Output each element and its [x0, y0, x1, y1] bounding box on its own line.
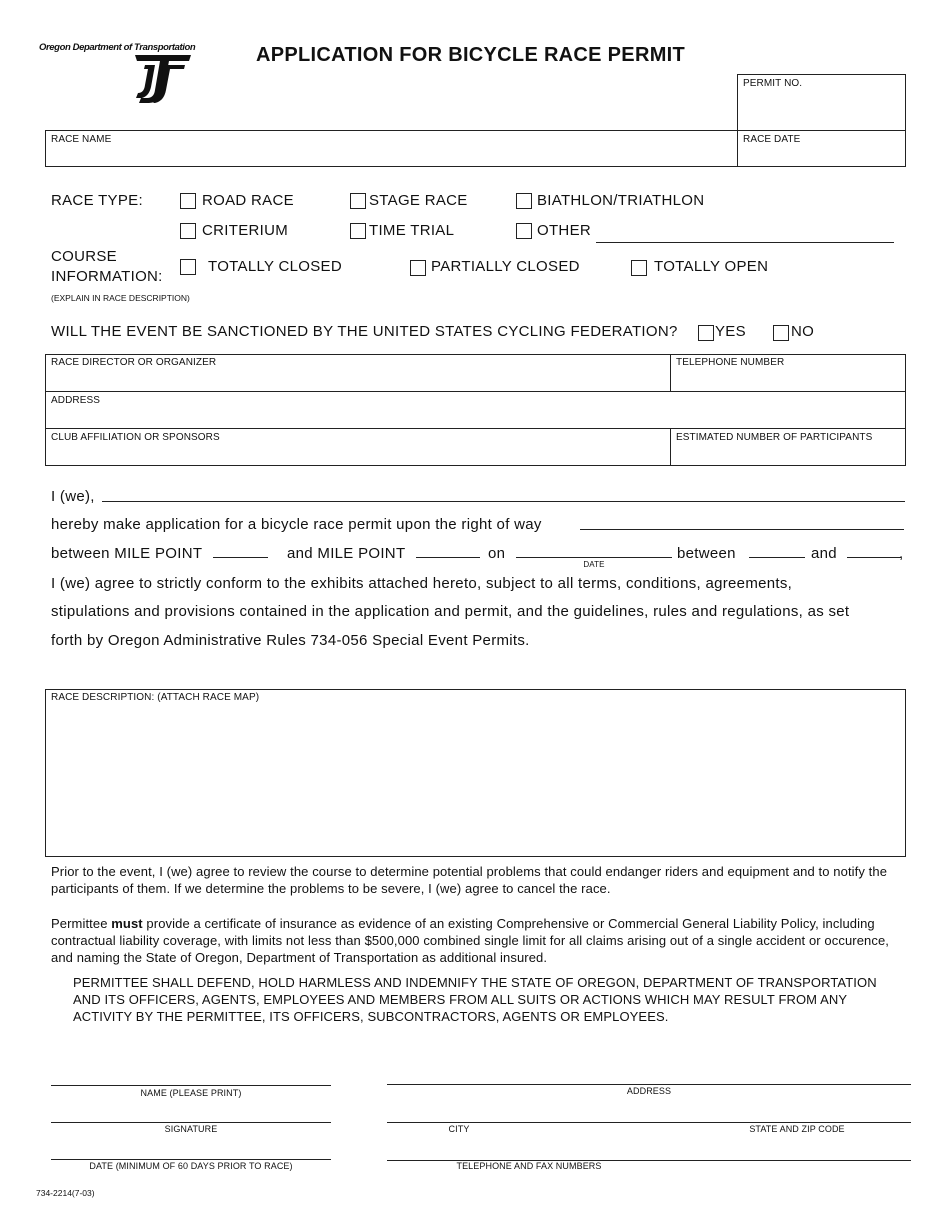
phone-fax-caption: TELEPHONE AND FAX NUMBERS: [456, 1161, 602, 1171]
and-label: and: [811, 545, 837, 562]
address-caption: ADDRESS: [626, 1086, 672, 1096]
sanction-yes-label: YES: [715, 323, 746, 340]
organizer-divider-1: [45, 391, 906, 392]
sanction-no-label: NO: [791, 323, 815, 340]
date-line[interactable]: [516, 557, 672, 558]
right-of-way-line[interactable]: [580, 529, 904, 530]
agreement-line-1: I (we) agree to strictly conform to the exhibits attached hereto, subject to all terms, conditions, agreements,: [51, 575, 793, 592]
prior-to-event-text: Prior to the event, I (we) agree to review the course to determine potential problems that could endanger riders and equipment and to notify the participants of them. If we determine the problems to be severe, I (we) agree to cancel the race.: [51, 864, 888, 896]
partially-closed-checkbox[interactable]: [410, 260, 426, 276]
course-note: (EXPLAIN IN RACE DESCRIPTION): [51, 293, 190, 303]
race-name-field[interactable]: [45, 130, 738, 167]
other-input-line[interactable]: [596, 242, 894, 243]
agreement-line-2: stipulations and provisions contained in the application and permit, and the guidelines, rules and regulations, as set: [51, 603, 850, 620]
time-trial-checkbox[interactable]: [350, 223, 366, 239]
club-field-label[interactable]: CLUB AFFILIATION OR SPONSORS: [51, 432, 220, 443]
partially-closed-label: PARTIALLY CLOSED: [431, 258, 580, 275]
mile-point-start-line[interactable]: [213, 557, 268, 558]
agreement-line-3: forth by Oregon Administrative Rules 734-056 Special Event Permits.: [51, 632, 530, 649]
telephone-field-label[interactable]: TELEPHONE NUMBER: [676, 357, 785, 368]
organizer-vdivider-2: [670, 428, 671, 466]
stage-race-label: STAGE RACE: [369, 192, 468, 209]
on-label: on: [488, 545, 506, 562]
permit-no-label: PERMIT NO.: [743, 78, 803, 89]
organizer-table: [45, 354, 906, 466]
name-signature-line[interactable]: [51, 1085, 331, 1086]
sanction-yes-checkbox[interactable]: [698, 325, 714, 341]
odot-logo-icon: [133, 52, 193, 106]
and-mile-point-label: and MILE POINT: [287, 545, 406, 562]
stage-race-checkbox[interactable]: [350, 193, 366, 209]
city-state-zip-line[interactable]: [387, 1122, 911, 1123]
insurance-text-post: provide a certificate of insurance as evidence of an existing Comprehensive or Commercial General Liability Policy, including contractual liability coverage, with limits not less than $500,000 combined single limit for all claims arising out of a single accident or occurence, and naming the State of Oregon, Department of Transportation as additional insured.: [51, 916, 890, 965]
other-label: OTHER: [537, 222, 591, 239]
criterium-label: CRITERIUM: [202, 222, 289, 239]
hereby-text: hereby make application for a bicycle race permit upon the right of way: [51, 516, 542, 533]
road-race-checkbox[interactable]: [180, 193, 196, 209]
state-zip-caption: STATE AND ZIP CODE: [749, 1124, 845, 1134]
date-signature-caption: DATE (MINIMUM OF 60 DAYS PRIOR TO RACE): [89, 1161, 293, 1171]
organizer-divider-2: [45, 428, 906, 429]
insurance-text-pre: Permittee: [51, 916, 112, 931]
criterium-checkbox[interactable]: [180, 223, 196, 239]
between-label: between: [677, 545, 736, 562]
course-label-line1: COURSE: [51, 248, 117, 265]
signature-line[interactable]: [51, 1122, 331, 1123]
totally-open-label: TOTALLY OPEN: [654, 258, 769, 275]
address-field-label[interactable]: ADDRESS: [51, 395, 101, 406]
director-field-label[interactable]: RACE DIRECTOR OR ORGANIZER: [51, 357, 217, 368]
date-signature-line[interactable]: [51, 1159, 331, 1160]
mile-point-end-line[interactable]: [416, 557, 480, 558]
between-mile-point-label: between MILE POINT: [51, 545, 203, 562]
biathlon-triathlon-checkbox[interactable]: [516, 193, 532, 209]
form-number: 734-2214(7-03): [36, 1188, 95, 1198]
race-date-field[interactable]: [737, 130, 906, 167]
biathlon-triathlon-label: BIATHLON/TRIATHLON: [537, 192, 705, 209]
insurance-text-must: must: [111, 916, 143, 931]
other-checkbox[interactable]: [516, 223, 532, 239]
totally-closed-label: TOTALLY CLOSED: [208, 258, 342, 275]
i-we-label: I (we),: [51, 488, 95, 505]
totally-open-checkbox[interactable]: [631, 260, 647, 276]
time-end-line[interactable]: [847, 557, 901, 558]
sanction-question: WILL THE EVENT BE SANCTIONED BY THE UNITED STATES CYCLING FEDERATION?: [51, 323, 678, 340]
city-caption: CITY: [448, 1124, 470, 1134]
applicant-name-line[interactable]: [102, 501, 905, 502]
signature-caption: SIGNATURE: [164, 1124, 218, 1134]
permit-no-field[interactable]: [737, 74, 906, 131]
name-caption: NAME (PLEASE PRINT): [140, 1088, 242, 1098]
road-race-label: ROAD RACE: [202, 192, 294, 209]
time-trial-label: TIME TRIAL: [369, 222, 455, 239]
totally-closed-checkbox[interactable]: [180, 259, 196, 275]
page-title: APPLICATION FOR BICYCLE RACE PERMIT: [256, 44, 686, 66]
organizer-vdivider-1: [670, 354, 671, 391]
race-description-field[interactable]: [45, 689, 906, 857]
race-description-label: RACE DESCRIPTION: (ATTACH RACE MAP): [51, 692, 260, 703]
course-label-line2: INFORMATION:: [51, 268, 163, 285]
race-type-label: RACE TYPE:: [51, 192, 143, 209]
indemnify-text: PERMITTEE SHALL DEFEND, HOLD HARMLESS AND INDEMNIFY THE STATE OF OREGON, DEPARTMENT OF TRANSPORTATION AND ITS OFFICERS, AGENTS, EMPLOYEES AND MEMBERS FROM ALL SUITS OR ACTIONS WHICH MAY RESULT FROM ANY ACTIVITY BY THE PERMITTEE, ITS OFFICERS, SUBCONTRACTORS, AGENTS OR EMPLOYEES.: [73, 975, 877, 1024]
date-caption: DATE: [583, 560, 605, 569]
race-date-label: RACE DATE: [743, 134, 801, 145]
comma: ,: [899, 545, 904, 562]
sanction-no-checkbox[interactable]: [773, 325, 789, 341]
time-start-line[interactable]: [749, 557, 805, 558]
race-name-label: RACE NAME: [51, 134, 112, 145]
insurance-text: [51, 915, 903, 966]
agency-name: Oregon Department of Transportation: [39, 42, 196, 53]
address-line[interactable]: [387, 1084, 911, 1085]
participants-field-label[interactable]: ESTIMATED NUMBER OF PARTICIPANTS: [676, 432, 873, 443]
